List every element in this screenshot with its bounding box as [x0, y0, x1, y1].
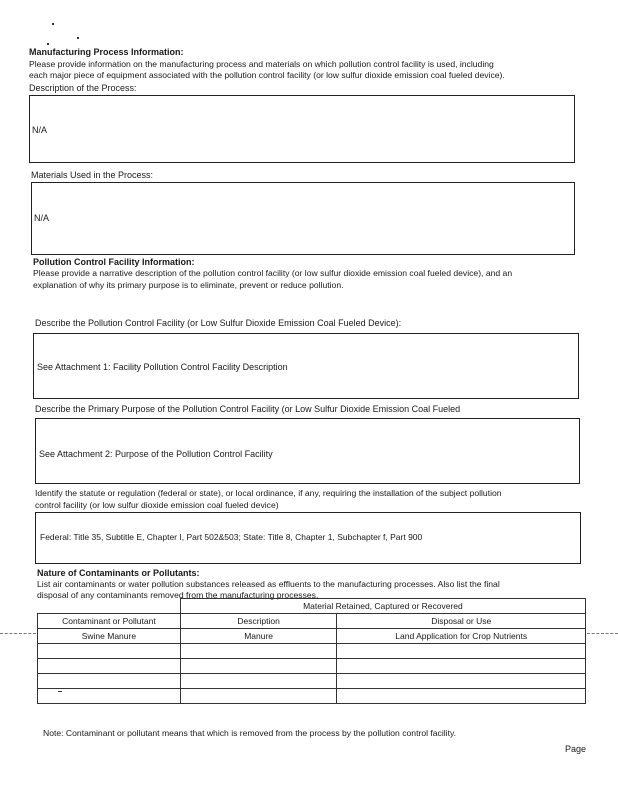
page-label: Page	[565, 744, 587, 754]
process-description-label: Description of the Process:	[29, 83, 137, 93]
contaminants-instruction-line2: disposal of any contaminants removed from the manufacturing processes.	[37, 590, 319, 600]
statute-label-line2: control facility (or low sulfur dioxide emission coal fueled device)	[35, 500, 279, 510]
materials-used-label: Materials Used in the Process:	[31, 170, 154, 180]
description-cell[interactable]	[180, 674, 337, 689]
materials-used-box[interactable]	[31, 182, 575, 255]
table-row	[38, 644, 586, 659]
contaminant-cell[interactable]	[38, 644, 181, 659]
scan-speck	[77, 37, 79, 39]
table-row	[38, 629, 586, 644]
process-description-value: N/A	[32, 125, 48, 135]
pollution-control-instruction-line1: Please provide a narrative description of the pollution control facility (or low sulfur dioxide emission coal fueled device), and an	[33, 268, 513, 278]
contaminant-cell[interactable]	[38, 659, 181, 674]
pollution-control-instruction-line2: explanation of why its primary purpose is to eliminate, prevent or reduce pollution.	[33, 280, 344, 290]
contaminant-column-header: Contaminant or Pollutant	[38, 614, 181, 629]
facility-description-label: Describe the Pollution Control Facility (or Low Sulfur Dioxide Emission Coal Fueled Device):	[35, 318, 402, 328]
disposal-cell[interactable]	[337, 674, 586, 689]
table-row	[38, 674, 586, 689]
materials-used-value: N/A	[34, 213, 50, 223]
contaminant-cell[interactable]: Swine Manure	[38, 629, 181, 644]
statute-box[interactable]	[35, 512, 581, 564]
scan-artifact-line	[0, 633, 36, 634]
pollution-control-heading: Pollution Control Facility Information:	[33, 257, 195, 267]
table-group-header-row	[38, 599, 586, 614]
description-cell[interactable]	[180, 659, 337, 674]
contaminant-note: Note: Contaminant or pollutant means that which is removed from the process by the pollution control facility.	[43, 728, 457, 738]
scan-speck	[58, 691, 62, 692]
manufacturing-heading: Manufacturing Process Information:	[29, 47, 184, 57]
facility-description-box[interactable]	[33, 333, 579, 399]
table-header-row	[38, 614, 586, 629]
material-retained-header: Material Retained, Captured or Recovered	[180, 599, 585, 614]
statute-value: Federal: Title 35, Subtitle E, Chapter I, Part 502&503; State: Title 8, Chapter 1, Subchapter f, Part 900	[40, 532, 423, 542]
contaminant-cell[interactable]	[38, 674, 181, 689]
disposal-column-header: Disposal or Use	[337, 614, 586, 629]
disposal-cell[interactable]	[337, 644, 586, 659]
contaminants-instruction-line1: List air contaminants or water pollution substances released as effluents to the manufacturing processes. Also list the final	[37, 579, 500, 589]
disposal-cell[interactable]	[337, 689, 586, 704]
primary-purpose-box[interactable]	[35, 418, 580, 484]
process-description-box[interactable]	[29, 95, 575, 163]
description-cell[interactable]: Manure	[180, 629, 337, 644]
description-column-header: Description	[180, 614, 337, 629]
primary-purpose-label: Describe the Primary Purpose of the Pollution Control Facility (or Low Sulfur Dioxide Emission Coal Fueled	[35, 404, 461, 414]
contaminants-table	[37, 598, 586, 704]
scan-artifact-line	[587, 633, 618, 634]
contaminants-heading: Nature of Contaminants or Pollutants:	[37, 568, 200, 578]
scan-speck	[52, 23, 54, 25]
facility-description-value: See Attachment 1: Facility Pollution Control Facility Description	[37, 362, 288, 372]
primary-purpose-value: See Attachment 2: Purpose of the Pollution Control Facility	[39, 449, 273, 459]
table-row	[38, 659, 586, 674]
disposal-cell[interactable]: Land Application for Crop Nutrients	[337, 629, 586, 644]
disposal-cell[interactable]	[337, 659, 586, 674]
scan-speck	[47, 43, 49, 45]
manufacturing-instruction-line2: each major piece of equipment associated with the pollution control facility (or low sulfur dioxide emission coal fueled device).	[29, 70, 505, 80]
description-cell[interactable]	[180, 689, 337, 704]
description-cell[interactable]	[180, 644, 337, 659]
statute-label-line1: Identify the statute or regulation (federal or state), or local ordinance, if any, requiring the installation of the subject pollution	[35, 488, 502, 498]
manufacturing-instruction-line1: Please provide information on the manufacturing process and materials on which pollution control facility is used, including	[29, 59, 494, 69]
table-row	[38, 689, 586, 704]
